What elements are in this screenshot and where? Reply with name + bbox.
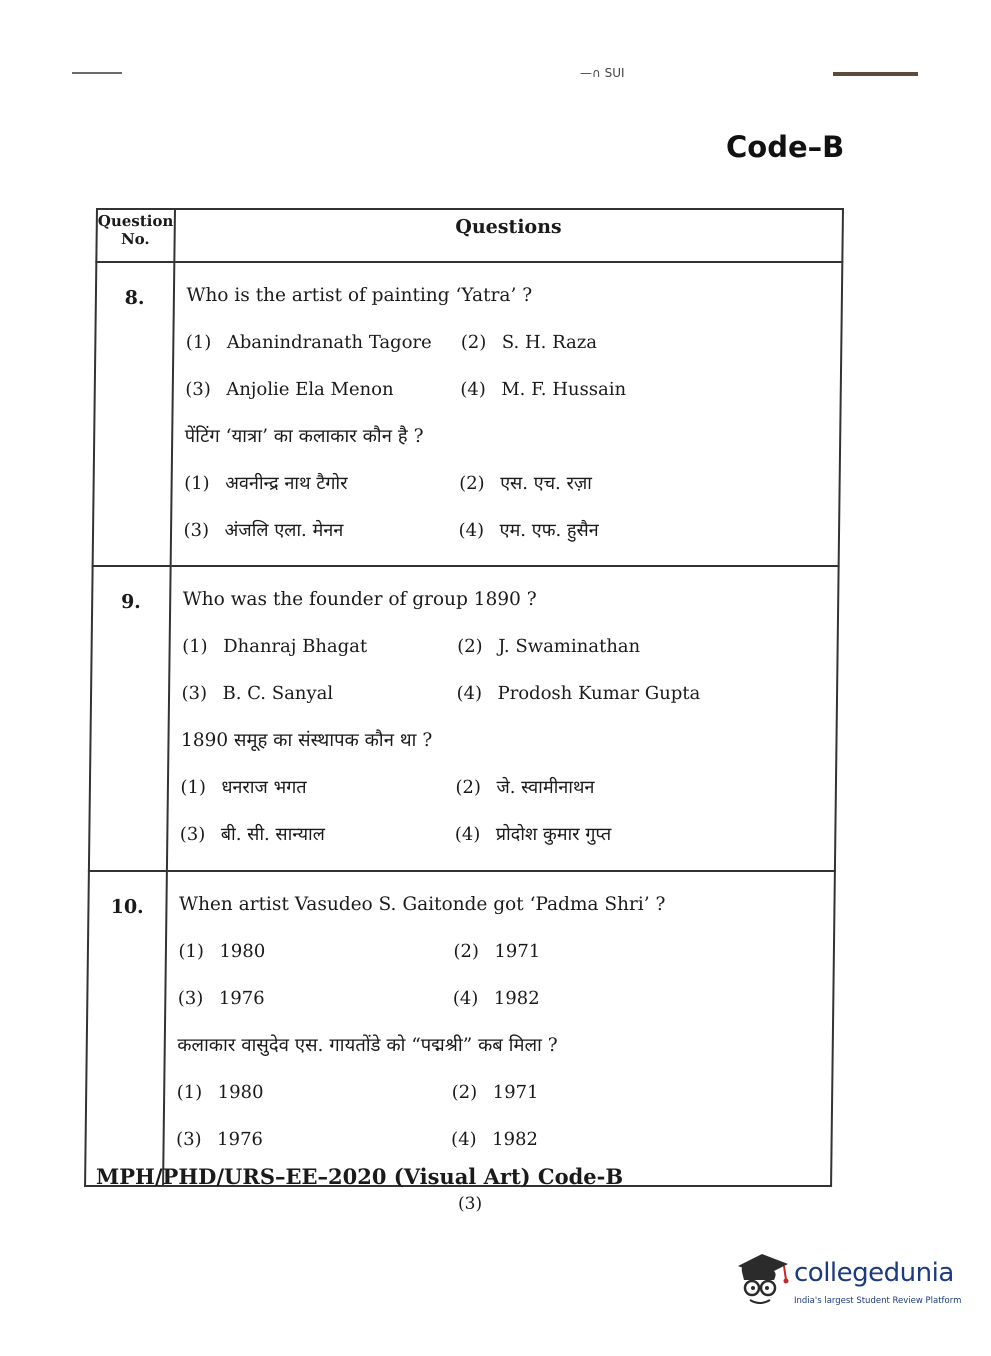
option-number: (3): [183, 520, 210, 541]
question-text-hi: पेंटिंग ‘यात्रा’ का कलाकार कौन है ?: [184, 426, 424, 447]
option-text: एस. एच. रज़ा: [500, 473, 593, 494]
option-number: (4): [454, 824, 481, 845]
question-text-en: Who is the artist of painting ‘Yatra’ ?: [186, 285, 533, 306]
option-row: [185, 377, 840, 424]
option-text: अंजलि एला. मेनन: [224, 520, 344, 541]
option-number: (3): [179, 824, 206, 845]
option-row: [181, 681, 836, 728]
mascot-icon: [732, 1248, 792, 1310]
option-item: [176, 1080, 452, 1127]
option-text: 1982: [493, 988, 540, 1009]
option-item: [451, 1080, 727, 1127]
option-item: [452, 986, 728, 1033]
option-text: प्रोदोश कुमार गुप्त: [495, 824, 612, 845]
option-number: (2): [451, 1082, 478, 1103]
option-number: (4): [450, 1129, 477, 1150]
option-text: 1976: [218, 988, 265, 1009]
column-header-questions: Questions: [174, 209, 843, 262]
option-item: [183, 518, 459, 565]
question-body: [166, 566, 838, 871]
option-number: (1): [184, 473, 210, 494]
question-table: [84, 208, 844, 1187]
option-text: B. C. Sanyal: [222, 683, 334, 704]
question-row: [93, 262, 843, 566]
option-item: [460, 377, 736, 424]
option-item: [456, 681, 732, 728]
option-number: (1): [180, 777, 207, 798]
option-text: अवनीन्द्र नाथ टैगोर: [225, 473, 348, 494]
option-row: [176, 1080, 831, 1127]
option-item: [454, 822, 730, 869]
option-text: Abanindranath Tagore: [226, 332, 432, 353]
option-number: (3): [181, 683, 208, 704]
logo-wordmark: collegedunia: [794, 1258, 954, 1288]
top-mark: —∩ SUI: [580, 66, 625, 80]
option-number: (2): [460, 332, 487, 353]
option-row: [178, 939, 833, 986]
option-number: (1): [182, 636, 208, 657]
option-number: (2): [453, 941, 480, 962]
option-row: [180, 775, 835, 822]
option-row: [182, 634, 837, 681]
option-number: (1): [178, 941, 205, 962]
option-number: (2): [457, 636, 483, 657]
question-row: [85, 871, 835, 1186]
option-number: (2): [455, 777, 482, 798]
question-sheet: [84, 208, 844, 1163]
option-number: (4): [460, 379, 486, 400]
option-item: [459, 471, 735, 518]
option-item: [460, 330, 736, 377]
option-row: [183, 518, 838, 565]
option-text: S. H. Raza: [501, 332, 598, 353]
option-text: एम. एफ. हुसैन: [499, 520, 599, 541]
option-item: [185, 330, 461, 377]
top-rule-left: [72, 72, 122, 74]
option-text: 1982: [491, 1129, 539, 1150]
option-text: Anjolie Ela Menon: [226, 379, 394, 400]
top-rule-right: [833, 72, 918, 76]
question-number: 8.: [93, 262, 174, 566]
option-text: धनराज भगत: [221, 777, 307, 798]
option-number: (2): [459, 473, 485, 494]
option-item: [177, 986, 453, 1033]
column-header-question-no: Question No.: [96, 209, 174, 262]
option-text: बी. सी. सान्याल: [220, 824, 326, 845]
option-number: (4): [452, 988, 479, 1009]
option-text: Dhanraj Bhagat: [223, 636, 368, 657]
option-row: [177, 986, 832, 1033]
option-item: [182, 634, 458, 681]
option-text: 1971: [494, 941, 541, 962]
option-text: 1976: [216, 1129, 264, 1150]
code-label: Code–B: [726, 130, 845, 164]
question-text-en: Who was the founder of group 1890 ?: [182, 589, 537, 610]
option-text: Prodosh Kumar Gupta: [497, 683, 701, 704]
option-row: [184, 471, 839, 518]
page-number: (3): [458, 1194, 483, 1214]
footer-title: MPH/PHD/URS–EE–2020 (Visual Art) Code-B: [96, 1164, 624, 1189]
collegedunia-logo: [732, 1248, 962, 1318]
option-row: [179, 822, 834, 869]
option-item: [184, 471, 460, 518]
option-item: [453, 939, 729, 986]
option-number: (3): [185, 379, 211, 400]
option-text: J. Swaminathan: [498, 636, 641, 657]
option-text: M. F. Hussain: [501, 379, 627, 400]
option-row: [185, 330, 840, 377]
option-item: [180, 775, 456, 822]
option-number: (4): [456, 683, 483, 704]
option-item: [458, 518, 734, 565]
option-item: [455, 775, 731, 822]
question-body: [170, 262, 842, 566]
question-number: 10.: [85, 871, 166, 1186]
option-number: (4): [458, 520, 485, 541]
option-text: 1980: [217, 1082, 264, 1103]
question-text-hi: कलाकार वासुदेव एस. गायतोंडे को “पद्मश्री” कब मिला ?: [177, 1035, 558, 1056]
option-number: (1): [185, 332, 212, 353]
question-number: 9.: [89, 566, 170, 871]
question-text-hi: 1890 समूह का संस्थापक कौन था ?: [180, 730, 433, 751]
question-body: [163, 871, 835, 1186]
option-number: (3): [175, 1129, 202, 1150]
question-row: [89, 566, 839, 871]
option-item: [178, 939, 454, 986]
table-header-row: [96, 209, 843, 262]
question-text-en: When artist Vasudeo S. Gaitonde got ‘Padma Shri’ ?: [178, 894, 666, 915]
option-text: 1980: [219, 941, 266, 962]
option-number: (3): [177, 988, 204, 1009]
option-number: (1): [176, 1082, 203, 1103]
option-item: [179, 822, 455, 869]
option-text: जे. स्वामीनाथन: [496, 777, 595, 798]
option-item: [457, 634, 733, 681]
logo-tagline: India's largest Student Review Platform: [794, 1296, 962, 1306]
option-text: 1971: [492, 1082, 539, 1103]
option-item: [181, 681, 457, 728]
option-item: [185, 377, 461, 424]
